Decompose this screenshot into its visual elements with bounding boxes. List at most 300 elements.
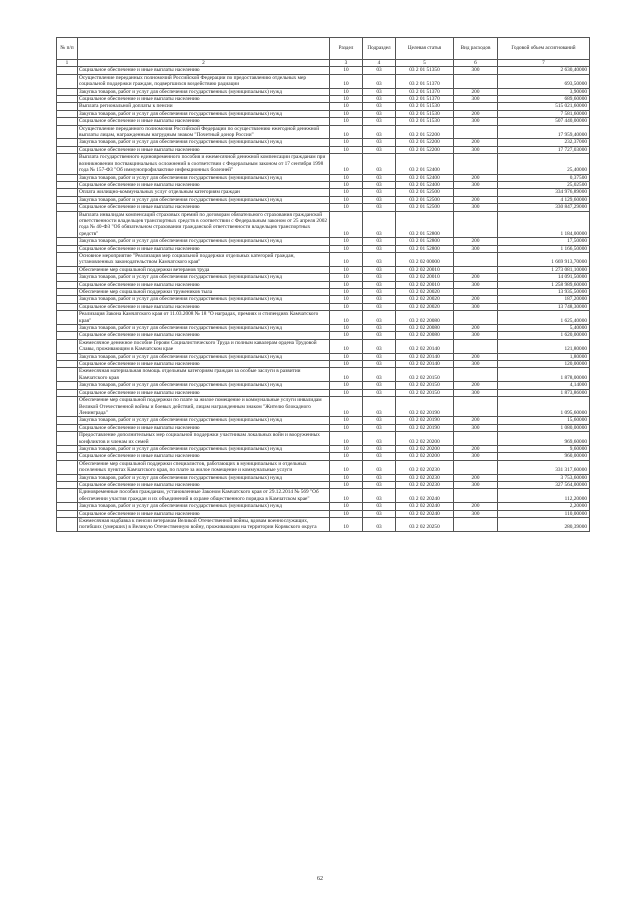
- row-name: Оплата жилищно-коммунальных услуг отдельным категориям граждан: [78, 189, 330, 196]
- header-name: [78, 38, 330, 60]
- row-target-article: 03 2 02 20020: [396, 303, 454, 310]
- table-row: [57, 289, 590, 296]
- row-number: [57, 453, 78, 460]
- table-row: [57, 154, 590, 174]
- header-annual-amount: Годовой объем ассигнований: [498, 38, 590, 60]
- row-expense-type: 200: [454, 174, 498, 181]
- row-section: 10: [330, 245, 363, 252]
- table-row: [57, 103, 590, 110]
- row-name: Единовременные пособия гражданам, установленные Законом Камчатского края от 29.12.2014 № 569 "Об обеспечении участия граждан и их объединений в охране общественного порядка в Камчатском крае": [78, 489, 330, 503]
- row-number: [57, 252, 78, 266]
- table-row: [57, 397, 590, 417]
- row-section: 10: [330, 339, 363, 353]
- row-number: [57, 189, 78, 196]
- row-expense-type: 300: [454, 453, 498, 460]
- row-target-article: 03 2 01 51530: [396, 103, 454, 110]
- row-target-article: 03 2 02 20020: [396, 289, 454, 296]
- col-number: 5: [396, 60, 454, 67]
- row-amount: 112,20000: [498, 489, 590, 503]
- row-target-article: 03 2 01 51370: [396, 88, 454, 95]
- row-section: 10: [330, 181, 363, 188]
- row-target-article: 03 2 01 52800: [396, 238, 454, 245]
- row-amount: 515 021,60000: [498, 103, 590, 110]
- row-expense-type: 200: [454, 274, 498, 281]
- row-expense-type: 200: [454, 196, 498, 203]
- row-name: Социальное обеспечение и иные выплаты населению: [78, 281, 330, 288]
- row-amount: 3,90000: [498, 88, 590, 95]
- row-expense-type: 300: [454, 389, 498, 396]
- row-number: [57, 296, 78, 303]
- row-name: Социальное обеспечение и иные выплаты населению: [78, 118, 330, 125]
- row-subsection: 03: [363, 245, 396, 252]
- row-section: 10: [330, 174, 363, 181]
- row-expense-type: 200: [454, 110, 498, 117]
- row-section: 10: [330, 74, 363, 88]
- row-expense-type: 200: [454, 474, 498, 481]
- row-name: Закупка товаров, работ и услуг для обеспечения государственных (муниципальных) нужд: [78, 110, 330, 117]
- table-row: [57, 361, 590, 368]
- row-section: 10: [330, 311, 363, 325]
- row-target-article: 03 2 02 20080: [396, 325, 454, 332]
- row-section: 10: [330, 389, 363, 396]
- table-row: [57, 174, 590, 181]
- row-section: 10: [330, 503, 363, 510]
- row-subsection: 03: [363, 481, 396, 488]
- row-expense-type: [454, 211, 498, 238]
- row-expense-type: 300: [454, 361, 498, 368]
- row-target-article: 03 2 02 20080: [396, 311, 454, 325]
- row-expense-type: 200: [454, 88, 498, 95]
- row-target-article: 03 2 02 20140: [396, 361, 454, 368]
- row-subsection: 03: [363, 96, 396, 103]
- row-expense-type: 200: [454, 238, 498, 245]
- row-number: [57, 432, 78, 446]
- row-amount: 25,02500: [498, 181, 590, 188]
- row-amount: 110,00000: [498, 510, 590, 517]
- row-target-article: 03 2 01 52400: [396, 154, 454, 174]
- row-expense-type: [454, 460, 498, 474]
- row-subsection: 03: [363, 74, 396, 88]
- row-subsection: 03: [363, 274, 396, 281]
- row-target-article: 03 2 01 51530: [396, 110, 454, 117]
- row-section: 10: [330, 510, 363, 517]
- row-target-article: 03 2 01 52500: [396, 189, 454, 196]
- row-amount: 1 080,00000: [498, 424, 590, 431]
- table-row: [57, 238, 590, 245]
- row-target-article: 03 2 02 20010: [396, 281, 454, 288]
- table-row: [57, 382, 590, 389]
- row-section: 10: [330, 204, 363, 211]
- row-expense-type: [454, 125, 498, 139]
- row-number: [57, 445, 78, 452]
- row-amount: 1 184,00000: [498, 211, 590, 238]
- row-number: [57, 489, 78, 503]
- row-section: 10: [330, 196, 363, 203]
- row-number: [57, 103, 78, 110]
- table-row: [57, 311, 590, 325]
- table-body: [57, 67, 590, 531]
- header-subsection: Подраздел: [363, 38, 396, 60]
- row-amount: 1 620,00000: [498, 332, 590, 339]
- row-target-article: 03 2 01 52400: [396, 174, 454, 181]
- row-number: [57, 332, 78, 339]
- row-section: 10: [330, 281, 363, 288]
- row-amount: 13 748,30000: [498, 303, 590, 310]
- table-row: [57, 453, 590, 460]
- row-expense-type: 200: [454, 503, 498, 510]
- row-section: 10: [330, 353, 363, 360]
- row-number: [57, 274, 78, 281]
- table-row: [57, 125, 590, 139]
- row-section: 10: [330, 382, 363, 389]
- row-expense-type: 300: [454, 204, 498, 211]
- row-section: 10: [330, 189, 363, 196]
- row-subsection: 03: [363, 139, 396, 146]
- row-name: Социальное обеспечение и иные выплаты населению: [78, 510, 330, 517]
- row-expense-type: [454, 311, 498, 325]
- row-amount: 2,20000: [498, 503, 590, 510]
- header-target-article: Целевая статья: [396, 38, 454, 60]
- row-amount: 507 440,00000: [498, 118, 590, 125]
- header-expense-type: Вид расходов: [454, 38, 498, 60]
- row-number: [57, 154, 78, 174]
- table-row: [57, 189, 590, 196]
- row-subsection: 03: [363, 361, 396, 368]
- row-number: [57, 146, 78, 153]
- row-number: [57, 238, 78, 245]
- row-section: 10: [330, 460, 363, 474]
- row-number: [57, 196, 78, 203]
- row-expense-type: 200: [454, 353, 498, 360]
- table-row: [57, 274, 590, 281]
- row-name: Осуществление переданных полномочий Российской Федерации по предоставлению отдельных мер социальной поддержки граждан, подвергшихся воздействию радиации: [78, 74, 330, 88]
- row-subsection: 03: [363, 196, 396, 203]
- row-number: [57, 181, 78, 188]
- row-subsection: 03: [363, 174, 396, 181]
- row-subsection: 03: [363, 510, 396, 517]
- table-row: [57, 204, 590, 211]
- row-name: Предоставление дополнительных мер социальной поддержки участникам локальных войн и вооруженных конфликтов и членам их семей: [78, 432, 330, 446]
- row-amount: 15,60000: [498, 417, 590, 424]
- row-expense-type: [454, 339, 498, 353]
- row-amount: 5,40000: [498, 325, 590, 332]
- row-expense-type: 200: [454, 417, 498, 424]
- row-amount: 25,40000: [498, 154, 590, 174]
- row-target-article: 03 2 02 20080: [396, 332, 454, 339]
- row-expense-type: 300: [454, 303, 498, 310]
- row-subsection: 03: [363, 325, 396, 332]
- row-subsection: 03: [363, 118, 396, 125]
- row-subsection: 03: [363, 332, 396, 339]
- row-amount: 1 258 989,60000: [498, 281, 590, 288]
- row-amount: 334 976,89000: [498, 189, 590, 196]
- row-number: [57, 481, 78, 488]
- row-target-article: 03 2 02 20230: [396, 474, 454, 481]
- table-row: [57, 139, 590, 146]
- row-subsection: 03: [363, 238, 396, 245]
- row-name: Закупка товаров, работ и услуг для обеспечения государственных (муниципальных) нужд: [78, 274, 330, 281]
- row-name: Закупка товаров, работ и услуг для обеспечения государственных (муниципальных) нужд: [78, 196, 330, 203]
- row-subsection: 03: [363, 382, 396, 389]
- row-section: 10: [330, 325, 363, 332]
- row-subsection: 03: [363, 211, 396, 238]
- row-name: Социальное обеспечение и иные выплаты населению: [78, 424, 330, 431]
- row-amount: 1 878,00000: [498, 368, 590, 382]
- row-number: [57, 125, 78, 139]
- row-name: Закупка товаров, работ и услуг для обеспечения государственных (муниципальных) нужд: [78, 174, 330, 181]
- row-number: [57, 460, 78, 474]
- row-section: 10: [330, 332, 363, 339]
- row-target-article: 03 2 01 52800: [396, 211, 454, 238]
- row-number: [57, 424, 78, 431]
- row-target-article: 03 2 02 20150: [396, 389, 454, 396]
- row-amount: 331 317,60000: [498, 460, 590, 474]
- row-name: Ежемесячная надбавка к пенсии ветеранам Великой Отечественной войны, вдовам военнослужащих, погибших (умерших) в Великую Отечественную войну, проживающим на территории Корякского округа: [78, 518, 330, 532]
- row-number: [57, 397, 78, 417]
- row-target-article: 03 2 02 20010: [396, 266, 454, 273]
- row-expense-type: 300: [454, 510, 498, 517]
- row-name: Социальное обеспечение и иные выплаты населению: [78, 67, 330, 74]
- row-section: 10: [330, 432, 363, 446]
- row-section: 10: [330, 489, 363, 503]
- row-expense-type: [454, 489, 498, 503]
- row-section: 10: [330, 397, 363, 417]
- row-section: 10: [330, 252, 363, 266]
- row-section: 10: [330, 368, 363, 382]
- row-target-article: 03 2 02 20230: [396, 460, 454, 474]
- row-amount: 187,20000: [498, 296, 590, 303]
- row-section: 10: [330, 103, 363, 110]
- col-number: 7: [498, 60, 590, 67]
- row-amount: 1 273 081,10000: [498, 266, 590, 273]
- row-amount: 3 753,60000: [498, 474, 590, 481]
- table-row: [57, 181, 590, 188]
- row-target-article: 03 2 02 20240: [396, 489, 454, 503]
- row-target-article: 03 2 01 52500: [396, 204, 454, 211]
- row-target-article: 03 2 02 20020: [396, 296, 454, 303]
- row-subsection: 03: [363, 339, 396, 353]
- row-section: 10: [330, 67, 363, 74]
- table-row: [57, 67, 590, 74]
- row-name: Закупка товаров, работ и услуг для обеспечения государственных (муниципальных) нужд: [78, 382, 330, 389]
- table-row: [57, 325, 590, 332]
- table-row: [57, 510, 590, 517]
- row-name: Социальное обеспечение и иные выплаты населению: [78, 332, 330, 339]
- table-header-row: [57, 38, 590, 60]
- row-section: 10: [330, 96, 363, 103]
- row-name: Социальное обеспечение и иные выплаты населению: [78, 453, 330, 460]
- row-expense-type: 300: [454, 118, 498, 125]
- table-row: [57, 474, 590, 481]
- table-row: [57, 118, 590, 125]
- row-number: [57, 74, 78, 88]
- row-name: Ежемесячное денежное пособие Героям Социалистического Труда и полным кавалерам ордена Трудовой Славы, проживающим в Камчатском крае: [78, 339, 330, 353]
- row-number: [57, 67, 78, 74]
- row-number: [57, 245, 78, 252]
- table-row: [57, 424, 590, 431]
- table-row: [57, 518, 590, 532]
- row-subsection: 03: [363, 67, 396, 74]
- row-number: [57, 139, 78, 146]
- row-expense-type: 300: [454, 281, 498, 288]
- row-expense-type: 200: [454, 325, 498, 332]
- row-subsection: 03: [363, 460, 396, 474]
- row-section: 10: [330, 303, 363, 310]
- row-amount: 120,00000: [498, 361, 590, 368]
- row-target-article: 03 2 02 20190: [396, 397, 454, 417]
- row-amount: 121,80000: [498, 339, 590, 353]
- header-number: № п/п: [57, 38, 78, 60]
- row-amount: 2 630,40000: [498, 67, 590, 74]
- table-row: [57, 88, 590, 95]
- row-target-article: 03 2 02 20140: [396, 339, 454, 353]
- row-amount: 1 625,40000: [498, 311, 590, 325]
- row-expense-type: 200: [454, 296, 498, 303]
- row-subsection: 03: [363, 110, 396, 117]
- table-row: [57, 389, 590, 396]
- row-expense-type: 200: [454, 382, 498, 389]
- row-subsection: 03: [363, 289, 396, 296]
- row-section: 10: [330, 118, 363, 125]
- row-subsection: 03: [363, 518, 396, 532]
- table-row: [57, 332, 590, 339]
- row-target-article: 03 2 01 51350: [396, 67, 454, 74]
- row-number: [57, 311, 78, 325]
- row-section: 10: [330, 146, 363, 153]
- row-number: [57, 204, 78, 211]
- row-expense-type: 300: [454, 96, 498, 103]
- row-section: 10: [330, 274, 363, 281]
- row-target-article: 03 2 01 51370: [396, 96, 454, 103]
- row-amount: 693,50000: [498, 74, 590, 88]
- row-amount: 1 166,50000: [498, 245, 590, 252]
- row-name: Закупка товаров, работ и услуг для обеспечения государственных (муниципальных) нужд: [78, 353, 330, 360]
- row-amount: 689,60000: [498, 96, 590, 103]
- row-name: Социальное обеспечение и иные выплаты населению: [78, 389, 330, 396]
- budget-table-page: [56, 37, 589, 532]
- row-section: 10: [330, 474, 363, 481]
- row-number: [57, 382, 78, 389]
- row-subsection: 03: [363, 252, 396, 266]
- row-number: [57, 417, 78, 424]
- row-amount: 13 935,50000: [498, 289, 590, 296]
- row-name: Реализация Закона Камчатского края от 11.03.2008 № 18 "О наградах, премиях и стипендиях Камчатского края": [78, 311, 330, 325]
- row-name: Обеспечение мер социальной поддержки тружеников тыла: [78, 289, 330, 296]
- row-name: Выплата государственного единовременного пособия и ежемесячной денежной компенсации гражданам при возникновении поствакцинальных осложнений в соответствии с Федеральным законом от 17 сентября 1998 года № 157-ФЗ "Об иммунопрофилактике инфекционных болезней": [78, 154, 330, 174]
- row-name: Выплата региональной доплаты к пенсии: [78, 103, 330, 110]
- row-number: [57, 503, 78, 510]
- row-subsection: 03: [363, 432, 396, 446]
- row-target-article: 03 2 02 20200: [396, 432, 454, 446]
- row-target-article: 03 2 02 20010: [396, 274, 454, 281]
- row-section: 10: [330, 266, 363, 273]
- row-section: 10: [330, 289, 363, 296]
- table-row: [57, 74, 590, 88]
- row-expense-type: [454, 103, 498, 110]
- row-number: [57, 368, 78, 382]
- table-row: [57, 266, 590, 273]
- row-number: [57, 96, 78, 103]
- row-name: Основное мероприятие "Реализация мер социальной поддержки отдельных категорий граждан, установленных законодательством Камчатского края": [78, 252, 330, 266]
- table-row: [57, 353, 590, 360]
- row-section: 10: [330, 211, 363, 238]
- row-subsection: 03: [363, 189, 396, 196]
- row-expense-type: [454, 518, 498, 532]
- row-number: [57, 518, 78, 532]
- row-amount: 4 129,60000: [498, 196, 590, 203]
- row-target-article: 03 2 02 20140: [396, 353, 454, 360]
- header-section: Раздел: [330, 38, 363, 60]
- row-name: Осуществление переданного полномочия Российской Федерации по осуществлению ежегодной денежной выплаты лицам, награжденным нагрудным знаком "Почетный донор России": [78, 125, 330, 139]
- row-expense-type: [454, 432, 498, 446]
- row-name: Закупка товаров, работ и услуг для обеспечения государственных (муниципальных) нужд: [78, 417, 330, 424]
- row-name: Закупка товаров, работ и услуг для обеспечения государственных (муниципальных) нужд: [78, 238, 330, 245]
- table-row: [57, 211, 590, 238]
- row-subsection: 03: [363, 281, 396, 288]
- row-name: Закупка товаров, работ и услуг для обеспечения государственных (муниципальных) нужд: [78, 445, 330, 452]
- row-amount: 7 581,60000: [498, 110, 590, 117]
- row-section: 10: [330, 481, 363, 488]
- row-subsection: 03: [363, 296, 396, 303]
- table-row: [57, 432, 590, 446]
- table-row: [57, 110, 590, 117]
- row-amount: 1 873,86000: [498, 389, 590, 396]
- table-row: [57, 96, 590, 103]
- row-subsection: 03: [363, 397, 396, 417]
- row-expense-type: [454, 266, 498, 273]
- row-subsection: 03: [363, 453, 396, 460]
- row-target-article: 03 2 02 00000: [396, 252, 454, 266]
- row-expense-type: [454, 74, 498, 88]
- row-amount: 14 091,50000: [498, 274, 590, 281]
- row-expense-type: 300: [454, 424, 498, 431]
- row-section: 10: [330, 88, 363, 95]
- row-name: Социальное обеспечение и иные выплаты населению: [78, 245, 330, 252]
- row-section: 10: [330, 139, 363, 146]
- row-expense-type: 300: [454, 245, 498, 252]
- budget-table: [56, 37, 590, 532]
- row-expense-type: 300: [454, 332, 498, 339]
- row-section: 10: [330, 445, 363, 452]
- row-name: Социальное обеспечение и иные выплаты населению: [78, 96, 330, 103]
- row-target-article: 03 2 02 20200: [396, 445, 454, 452]
- row-target-article: 03 2 02 20200: [396, 453, 454, 460]
- row-name: Ежемесячная материальная помощь отдельным категориям граждан за особые заслуги в развитии Камчатского края: [78, 368, 330, 382]
- row-target-article: 03 2 01 52800: [396, 245, 454, 252]
- row-number: [57, 118, 78, 125]
- row-subsection: 03: [363, 474, 396, 481]
- row-number: [57, 389, 78, 396]
- row-name: Социальное обеспечение и иные выплаты населению: [78, 303, 330, 310]
- row-target-article: 03 2 02 20240: [396, 510, 454, 517]
- row-subsection: 03: [363, 154, 396, 174]
- row-target-article: 03 2 02 20150: [396, 382, 454, 389]
- row-name: Обеспечение мер социальной поддержки по плате за жилое помещение и коммунальные услуги инвалидам Великой Отечественной войны и боевых действий, лицам награжденным знаком "Жителю блокадного Ленинграда": [78, 397, 330, 417]
- row-expense-type: 300: [454, 146, 498, 153]
- row-amount: 4,14000: [498, 382, 590, 389]
- row-section: 10: [330, 453, 363, 460]
- row-amount: 17 727,03000: [498, 146, 590, 153]
- row-section: 10: [330, 125, 363, 139]
- row-section: 10: [330, 154, 363, 174]
- row-name: Социальное обеспечение и иные выплаты населению: [78, 181, 330, 188]
- row-expense-type: 200: [454, 445, 498, 452]
- row-section: 10: [330, 518, 363, 532]
- row-amount: 330 847,29000: [498, 204, 590, 211]
- row-name: Выплата инвалидам компенсаций страховых премий по договорам обязательного страхования гражданской ответственности владельцев транспортных средств в соответствии с Федеральным законом от 25 апреля 2002 года № 40-ФЗ "Об обязательном страховании гражданской ответственности владельцев транспортных средств": [78, 211, 330, 238]
- row-section: 10: [330, 424, 363, 431]
- row-subsection: 03: [363, 266, 396, 273]
